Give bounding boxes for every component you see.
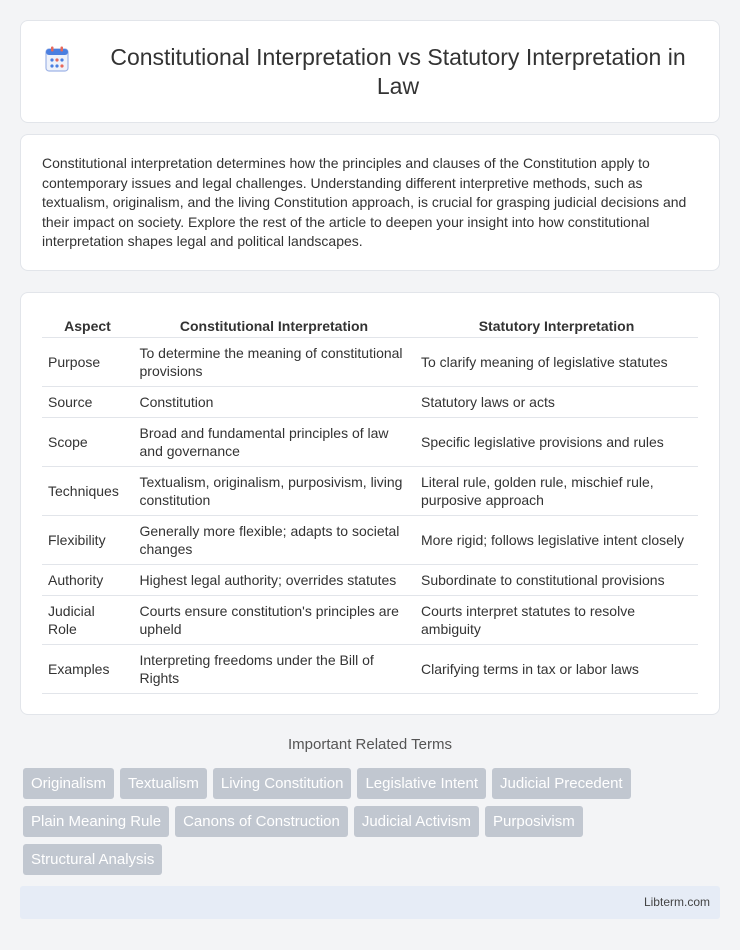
table-row xyxy=(42,564,698,595)
cell-aspect: Techniques xyxy=(42,466,133,515)
table-row xyxy=(42,595,698,644)
header-card xyxy=(20,20,720,123)
cell-constitutional: Highest legal authority; overrides statutes xyxy=(133,564,415,595)
cell-statutory: Literal rule, golden rule, mischief rule, purposive approach xyxy=(415,466,698,515)
term-tag[interactable]: Judicial Activism xyxy=(354,806,479,837)
related-terms-title: Important Related Terms xyxy=(288,736,452,753)
cell-statutory: More rigid; follows legislative intent closely xyxy=(415,515,698,564)
header-aspect: Aspect xyxy=(42,315,133,337)
table-row xyxy=(42,515,698,564)
table-header-row xyxy=(42,315,698,337)
cell-constitutional: Constitution xyxy=(133,386,415,417)
page-title: Constitutional Interpretation vs Statutory Interpretation in Law xyxy=(110,43,686,99)
intro-paragraph: Constitutional interpretation determines how the principles and clauses of the Constitution apply to contemporary issues and legal challenges. Understanding different interpretive methods, such as textualism, originalism, and the living Constitution approach, is crucial for grasping judicial decisions and their impact on society. Explore the rest of the article to deepen your insight into how constitutional interpretation shapes legal and political landscapes. xyxy=(42,155,687,249)
term-tag[interactable]: Textualism xyxy=(120,768,207,799)
table-row xyxy=(42,466,698,515)
term-tag[interactable]: Purposivism xyxy=(485,806,583,837)
related-terms-list xyxy=(23,768,703,875)
table-row xyxy=(42,417,698,466)
cell-aspect: Authority xyxy=(42,564,133,595)
cell-statutory: Courts interpret statutes to resolve ambiguity xyxy=(415,595,698,644)
footer xyxy=(20,886,720,919)
term-tag[interactable]: Judicial Precedent xyxy=(492,768,631,799)
cell-aspect: Examples xyxy=(42,644,133,693)
cell-constitutional: Interpreting freedoms under the Bill of Rights xyxy=(133,644,415,693)
header-statutory: Statutory Interpretation xyxy=(415,315,698,337)
cell-aspect: Judicial Role xyxy=(42,595,133,644)
intro-card xyxy=(20,134,720,271)
term-tag[interactable]: Canons of Construction xyxy=(175,806,348,837)
cell-aspect: Scope xyxy=(42,417,133,466)
comparison-table xyxy=(42,315,698,694)
cell-constitutional: Broad and fundamental principles of law and governance xyxy=(133,417,415,466)
footer-site-link[interactable]: Libterm.com xyxy=(643,895,710,909)
header-constitutional: Constitutional Interpretation xyxy=(133,315,415,337)
term-tag[interactable]: Plain Meaning Rule xyxy=(23,806,169,837)
cell-constitutional: To determine the meaning of constitutional provisions xyxy=(133,337,415,386)
cell-constitutional: Textualism, originalism, purposivism, living constitution xyxy=(133,466,415,515)
cell-statutory: Clarifying terms in tax or labor laws xyxy=(415,644,698,693)
cell-aspect: Flexibility xyxy=(42,515,133,564)
cell-constitutional: Generally more flexible; adapts to societal changes xyxy=(133,515,415,564)
term-tag[interactable]: Originalism xyxy=(23,768,114,799)
cell-statutory: To clarify meaning of legislative statutes xyxy=(415,337,698,386)
cell-aspect: Purpose xyxy=(42,337,133,386)
cell-aspect: Source xyxy=(42,386,133,417)
table-row xyxy=(42,644,698,693)
cell-statutory: Statutory laws or acts xyxy=(415,386,698,417)
table-row xyxy=(42,386,698,417)
term-tag[interactable]: Legislative Intent xyxy=(357,768,486,799)
term-tag[interactable]: Living Constitution xyxy=(213,768,352,799)
cell-constitutional: Courts ensure constitution's principles are upheld xyxy=(133,595,415,644)
term-tag[interactable]: Structural Analysis xyxy=(23,844,162,875)
table-row xyxy=(42,337,698,386)
comparison-table-card xyxy=(20,292,720,715)
cell-statutory: Subordinate to constitutional provisions xyxy=(415,564,698,595)
cell-statutory: Specific legislative provisions and rules xyxy=(415,417,698,466)
